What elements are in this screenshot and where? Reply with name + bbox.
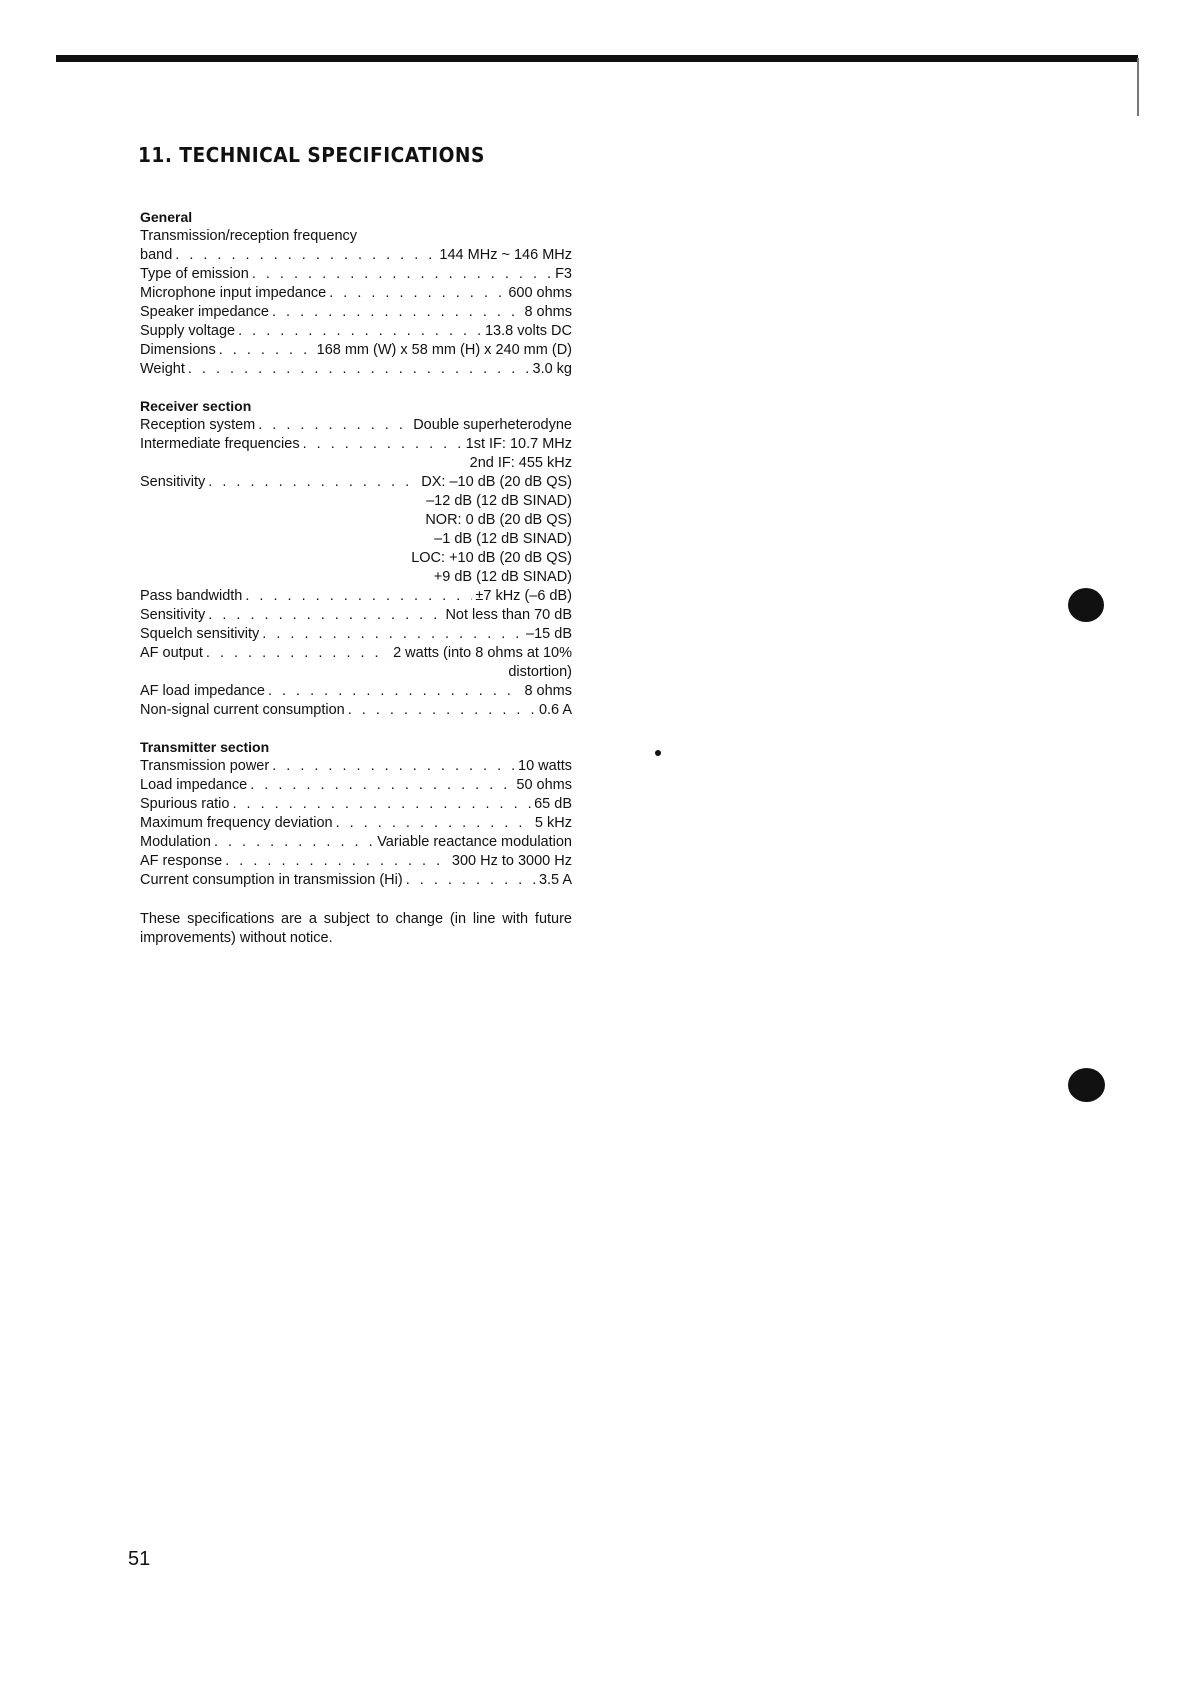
change-notice: These specifications are a subject to change (in line with future improvements) without notice. <box>140 911 572 946</box>
spec-row <box>140 814 572 833</box>
spec-row <box>140 644 572 663</box>
spec-value: 8 ohms <box>524 304 572 320</box>
spec-row <box>140 757 572 776</box>
spec-value: 144 MHz ~ 146 MHz <box>439 247 572 263</box>
spec-value: Not less than 70 dB <box>445 607 572 623</box>
spec-label: Type of emission <box>140 266 249 282</box>
dot-leader <box>252 265 552 284</box>
spec-value: 8 ohms <box>524 683 572 699</box>
spec-label: Pass bandwidth <box>140 588 243 604</box>
spec-row <box>140 682 572 701</box>
spec-value-continued: +9 dB (12 dB SINAD) <box>433 569 572 585</box>
spec-value: 65 dB <box>534 796 572 812</box>
speck-mark <box>655 750 661 756</box>
dot-leader <box>208 473 418 492</box>
dot-leader <box>336 814 532 833</box>
dot-leader <box>238 322 482 341</box>
spec-row <box>140 776 572 795</box>
spec-label: Weight <box>140 361 185 377</box>
dot-leader <box>175 246 436 265</box>
spec-value: 50 ohms <box>516 777 572 793</box>
spec-value-continued: 2nd IF: 455 kHz <box>469 455 572 471</box>
general-intro: Transmission/reception frequency <box>140 228 358 244</box>
spec-row <box>140 303 572 322</box>
spec-value: 2 watts (into 8 ohms at 10% <box>393 645 572 661</box>
spec-label: AF response <box>140 853 223 869</box>
dot-leader <box>250 776 513 795</box>
spec-label: band <box>140 247 173 263</box>
dot-leader <box>262 625 523 644</box>
spec-label: Spurious ratio <box>140 796 230 812</box>
spec-label: Transmission power <box>140 758 270 774</box>
spec-row <box>140 871 572 890</box>
spec-value: F3 <box>555 266 572 282</box>
spec-row <box>140 322 572 341</box>
spec-label: Sensitivity <box>140 607 206 623</box>
spec-label: Modulation <box>140 834 211 850</box>
section-heading-receiver: Receiver section <box>140 398 252 414</box>
spec-row <box>140 284 572 303</box>
spec-label: Maximum frequency deviation <box>140 815 333 831</box>
page-title: 11. TECHNICAL SPECIFICATIONS <box>138 143 485 167</box>
spec-label: Sensitivity <box>140 474 206 490</box>
dot-leader <box>208 606 442 625</box>
dot-leader <box>225 852 449 871</box>
dot-leader <box>329 284 505 303</box>
dot-leader <box>232 795 531 814</box>
spec-row <box>140 246 572 265</box>
page-number: 51 <box>128 1548 151 1570</box>
spec-label: Speaker impedance <box>140 304 269 320</box>
spec-row <box>140 606 572 625</box>
spec-value: DX: –10 dB (20 dB QS) <box>421 474 572 490</box>
spec-row <box>140 795 572 814</box>
spec-label: Current consumption in transmission (Hi) <box>140 872 403 888</box>
spec-value: Variable reactance modulation <box>377 834 572 850</box>
spec-value: 600 ohms <box>508 285 572 301</box>
spec-value: 1st IF: 10.7 MHz <box>465 436 572 452</box>
receiver-rows <box>140 416 572 720</box>
spec-value: 5 kHz <box>534 815 572 831</box>
dot-leader <box>406 871 536 890</box>
spec-label: Reception system <box>140 417 256 433</box>
spec-value-continued: LOC: +10 dB (20 dB QS) <box>411 550 572 566</box>
spec-row <box>140 587 572 606</box>
page-edge-line <box>1137 58 1139 116</box>
spec-row <box>140 265 572 284</box>
spec-sheet <box>140 208 572 948</box>
spec-value-continued: distortion) <box>508 664 572 680</box>
spec-label: AF output <box>140 645 203 661</box>
spec-label: Squelch sensitivity <box>140 626 260 642</box>
general-rows <box>140 246 572 379</box>
spec-value: ±7 kHz (–6 dB) <box>475 588 572 604</box>
spec-label: Dimensions <box>140 342 216 358</box>
dot-leader <box>348 701 536 720</box>
spec-value: 3.5 A <box>538 872 572 888</box>
dot-leader <box>188 360 530 379</box>
spec-label: AF load impedance <box>140 683 265 699</box>
spec-value: Double superheterodyne <box>413 417 572 433</box>
spec-value: 0.6 A <box>538 702 572 718</box>
transmitter-rows <box>140 757 572 890</box>
spec-label: Microphone input impedance <box>140 285 327 301</box>
spec-row <box>140 625 572 644</box>
dot-leader <box>206 644 390 663</box>
spec-value: 300 Hz to 3000 Hz <box>451 853 572 869</box>
dot-leader <box>303 435 463 454</box>
spec-label: Intermediate frequencies <box>140 436 300 452</box>
dot-leader <box>272 757 515 776</box>
spec-value-continued: –1 dB (12 dB SINAD) <box>434 531 572 547</box>
spec-row <box>140 701 572 720</box>
spec-value: 3.0 kg <box>532 361 572 377</box>
dot-leader <box>272 303 521 322</box>
spec-row <box>140 473 572 492</box>
spec-label: Supply voltage <box>140 323 236 339</box>
spec-value: 10 watts <box>518 758 572 774</box>
section-heading-general: General <box>140 209 193 225</box>
section-heading-transmitter: Transmitter section <box>140 739 270 755</box>
dot-leader <box>258 416 410 435</box>
top-rule <box>56 55 1138 62</box>
spec-row <box>140 852 572 871</box>
spec-value-continued: NOR: 0 dB (20 dB QS) <box>425 512 572 528</box>
spec-value: 13.8 volts DC <box>484 323 572 339</box>
spec-row <box>140 341 572 360</box>
binder-hole-mark <box>1068 588 1104 622</box>
spec-value: –15 dB <box>526 626 572 642</box>
spec-label: Non-signal current consumption <box>140 702 345 718</box>
spec-row <box>140 360 572 379</box>
spec-value: 168 mm (W) x 58 mm (H) x 240 mm (D) <box>316 342 572 358</box>
spec-value-continued: –12 dB (12 dB SINAD) <box>426 493 572 509</box>
dot-leader <box>245 587 472 606</box>
spec-label: Load impedance <box>140 777 248 793</box>
dot-leader <box>219 341 314 360</box>
spec-row <box>140 833 572 852</box>
dot-leader <box>268 682 522 701</box>
binder-hole-mark <box>1068 1068 1105 1102</box>
spec-row <box>140 416 572 435</box>
dot-leader <box>214 833 374 852</box>
spec-row <box>140 435 572 454</box>
